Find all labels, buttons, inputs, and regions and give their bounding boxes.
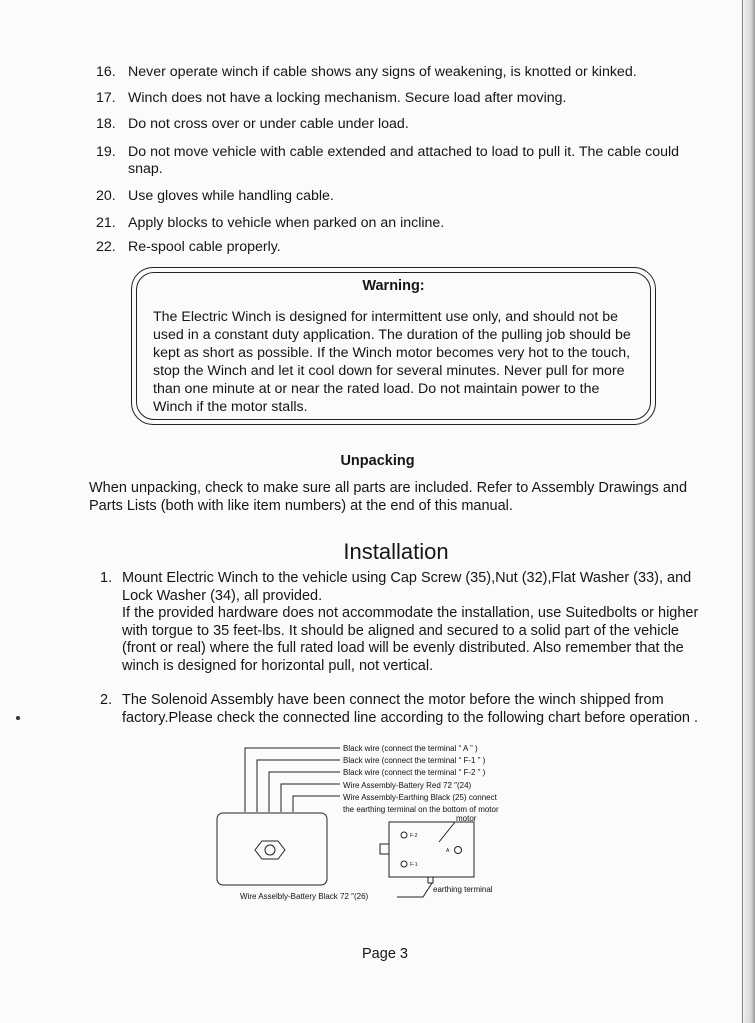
rule-text: Do not cross over or under cable under load.	[128, 116, 409, 132]
battery-black-label: Wire Asselbly-Battery Black 72 ″(26)	[240, 892, 369, 901]
terminal-a-icon	[455, 847, 462, 854]
installation-steps	[100, 570, 700, 727]
rule-number: 17.	[96, 90, 116, 106]
terminal-f1-icon	[401, 861, 407, 867]
page-number: Page 3	[362, 946, 408, 962]
rule-number: 18.	[96, 116, 116, 132]
motor-shaft	[380, 844, 389, 854]
terminal-f1-label: F-1	[410, 862, 418, 868]
rule-number: 22.	[96, 239, 116, 255]
safety-rules-list	[96, 64, 696, 256]
diagram-label: Black wire (connect the terminal “ F-1 ” )	[343, 756, 486, 765]
step-number: 2.	[100, 692, 113, 708]
unpacking-text: When unpacking, check to make sure all parts are included. Refer to Assembly Drawings and Parts Lists (both with like item numbers) at the end of this manual.	[89, 480, 688, 514]
warning-box	[131, 267, 656, 425]
diagram-label: Wire Assembly-Battery Red 72 ″(24)	[343, 781, 472, 790]
rule-item	[96, 90, 696, 107]
rule-text: Re-spool cable properly.	[128, 239, 281, 255]
diagram-label: the earthing terminal on the bottom of motor	[343, 805, 499, 814]
rule-number: 20.	[96, 188, 116, 204]
solenoid-mount-icon	[255, 841, 285, 859]
installation-step	[100, 692, 700, 727]
wire-earthing	[293, 796, 340, 812]
scan-mark	[16, 716, 20, 720]
terminal-a-label: A	[446, 848, 450, 854]
warning-text: The Electric Winch is designed for intermittent use only, and should not be used in a constant duty application. The duration of the pulling job should be kept as short as possible. If the Winch motor becomes very hot to the touch, stop the Winch and let it cool down for several minutes. Never pull for more than one minute at or near the rated load. Do not maintain power to the Winch if the motor stalls.	[153, 309, 631, 415]
installation-heading: Installation	[343, 539, 449, 564]
step-paragraph: If the provided hardware does not accommodate the installation, use Suitedbolts or higher with torgue to 35 feet-lbs. It should be aligned and secured to a solid part of the vehicle (front or real) where the full rated load will be evenly distributed. Also remember that the winch is designed for horizontal pull, not vertical.	[122, 605, 699, 674]
page-edge-shadow	[741, 0, 755, 1023]
warning-title: Warning:	[362, 278, 425, 294]
wire-f2	[269, 772, 340, 812]
motor-label: motor	[456, 814, 477, 823]
diagram-label: Black wire (connect the terminal “ A ” )	[343, 744, 478, 753]
page-edge-line	[742, 0, 743, 1023]
terminal-f2-icon	[401, 832, 407, 838]
rule-item	[96, 116, 696, 133]
installation-step	[100, 570, 700, 675]
rule-number: 21.	[96, 215, 116, 231]
rule-item	[96, 215, 696, 232]
rule-item	[96, 188, 696, 205]
rule-text: Never operate winch if cable shows any signs of weakening, is knotted or kinked.	[128, 64, 637, 80]
terminal-f2-label: F-2	[410, 833, 418, 839]
step-paragraph: Mount Electric Winch to the vehicle using Cap Screw (35),Nut (32),Flat Washer (33), and Lock Washer (34), all provided.	[122, 570, 692, 604]
rule-item	[96, 239, 696, 256]
motor-pointer	[439, 822, 455, 842]
earthing-pointer	[397, 883, 432, 897]
rule-text: Use gloves while handling cable.	[128, 188, 334, 204]
earthing-tab	[428, 877, 433, 883]
unpacking-heading: Unpacking	[340, 453, 415, 469]
earthing-terminal-label: earthing terminal	[433, 885, 493, 894]
rule-text: Do not move vehicle with cable extended and attached to load to pull it. The cable could snap.	[128, 144, 680, 177]
wiring-diagram	[200, 740, 540, 905]
rule-text: Winch does not have a locking mechanism. Secure load after moving.	[128, 90, 567, 106]
rule-number: 16.	[96, 64, 116, 80]
wire-red	[281, 784, 340, 812]
rule-number: 19.	[96, 144, 116, 160]
rule-item	[96, 64, 696, 81]
step-number: 1.	[100, 570, 113, 586]
step-paragraph: The Solenoid Assembly have been connect the motor before the winch shipped from factory.Please check the connected line according to the following chart before operation .	[122, 692, 699, 726]
diagram-label: Wire Assembly-Earthing Black (25) connect	[343, 793, 497, 802]
rule-item	[96, 144, 696, 178]
solenoid-mount-hole	[265, 845, 275, 855]
diagram-label: Black wire (connect the terminal “ F-2 ” )	[343, 768, 486, 777]
rule-text: Apply blocks to vehicle when parked on an incline.	[128, 215, 445, 231]
solenoid-box	[217, 813, 327, 885]
